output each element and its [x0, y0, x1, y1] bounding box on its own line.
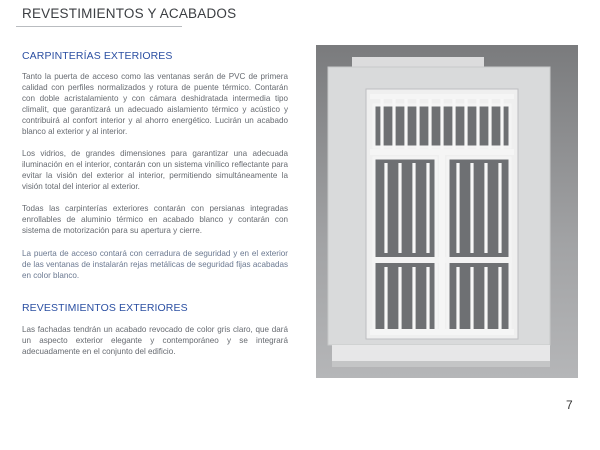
page-number: 7: [566, 398, 573, 412]
paragraph-carpinterias-4: La puerta de acceso contará con cerradura de seguridad y en el exterior de las ventanas de instalarán rejas metálicas de seguridad fijas acabadas en color blanco.: [22, 249, 288, 281]
header-rule: [16, 26, 182, 27]
paragraph-carpinterias-1: Tanto la puerta de acceso como las ventanas serán de PVC de primera calidad con perfiles normalizados y rotura de puente térmico. Contarán con doble acristalamiento y con cámara deshidratada intermedia tipo climalit, que garantizará un adecuado aislamiento térmico y acústico y contribuirá al confort interior y al ahorro energético. Lucirán un acabado blanco al exterior y al interior.: [22, 72, 288, 137]
section-title-carpinterias: CARPINTERÍAS EXTERIORES: [22, 50, 173, 62]
section-title-revestimientos: REVESTIMIENTOS EXTERIORES: [22, 302, 188, 314]
paragraph-carpinterias-2: Los vidrios, de grandes dimensiones para garantizar una adecuada iluminación en el interior, contarán con un sistema vinílico reflectante para evitar la visión del exterior al interior, permitiendo simultáneamente la visión total del interior al exterior.: [22, 149, 288, 192]
page-header: REVESTIMIENTOS Y ACABADOS: [22, 6, 237, 21]
paragraph-revestimientos-1: Las fachadas tendrán un acabado revocado de color gris claro, que dará un aspecto exterior elegante y contemporáneo y se integrará adecuadamente en el conjunto del edificio.: [22, 325, 288, 357]
paragraph-carpinterias-3: Todas las carpinterías exteriores contarán con persianas integradas enrollables de aluminio térmico en acabado blanco y contarán con sistema de motorización para su apertura y cierre.: [22, 204, 288, 236]
window-render-image: [316, 45, 578, 378]
